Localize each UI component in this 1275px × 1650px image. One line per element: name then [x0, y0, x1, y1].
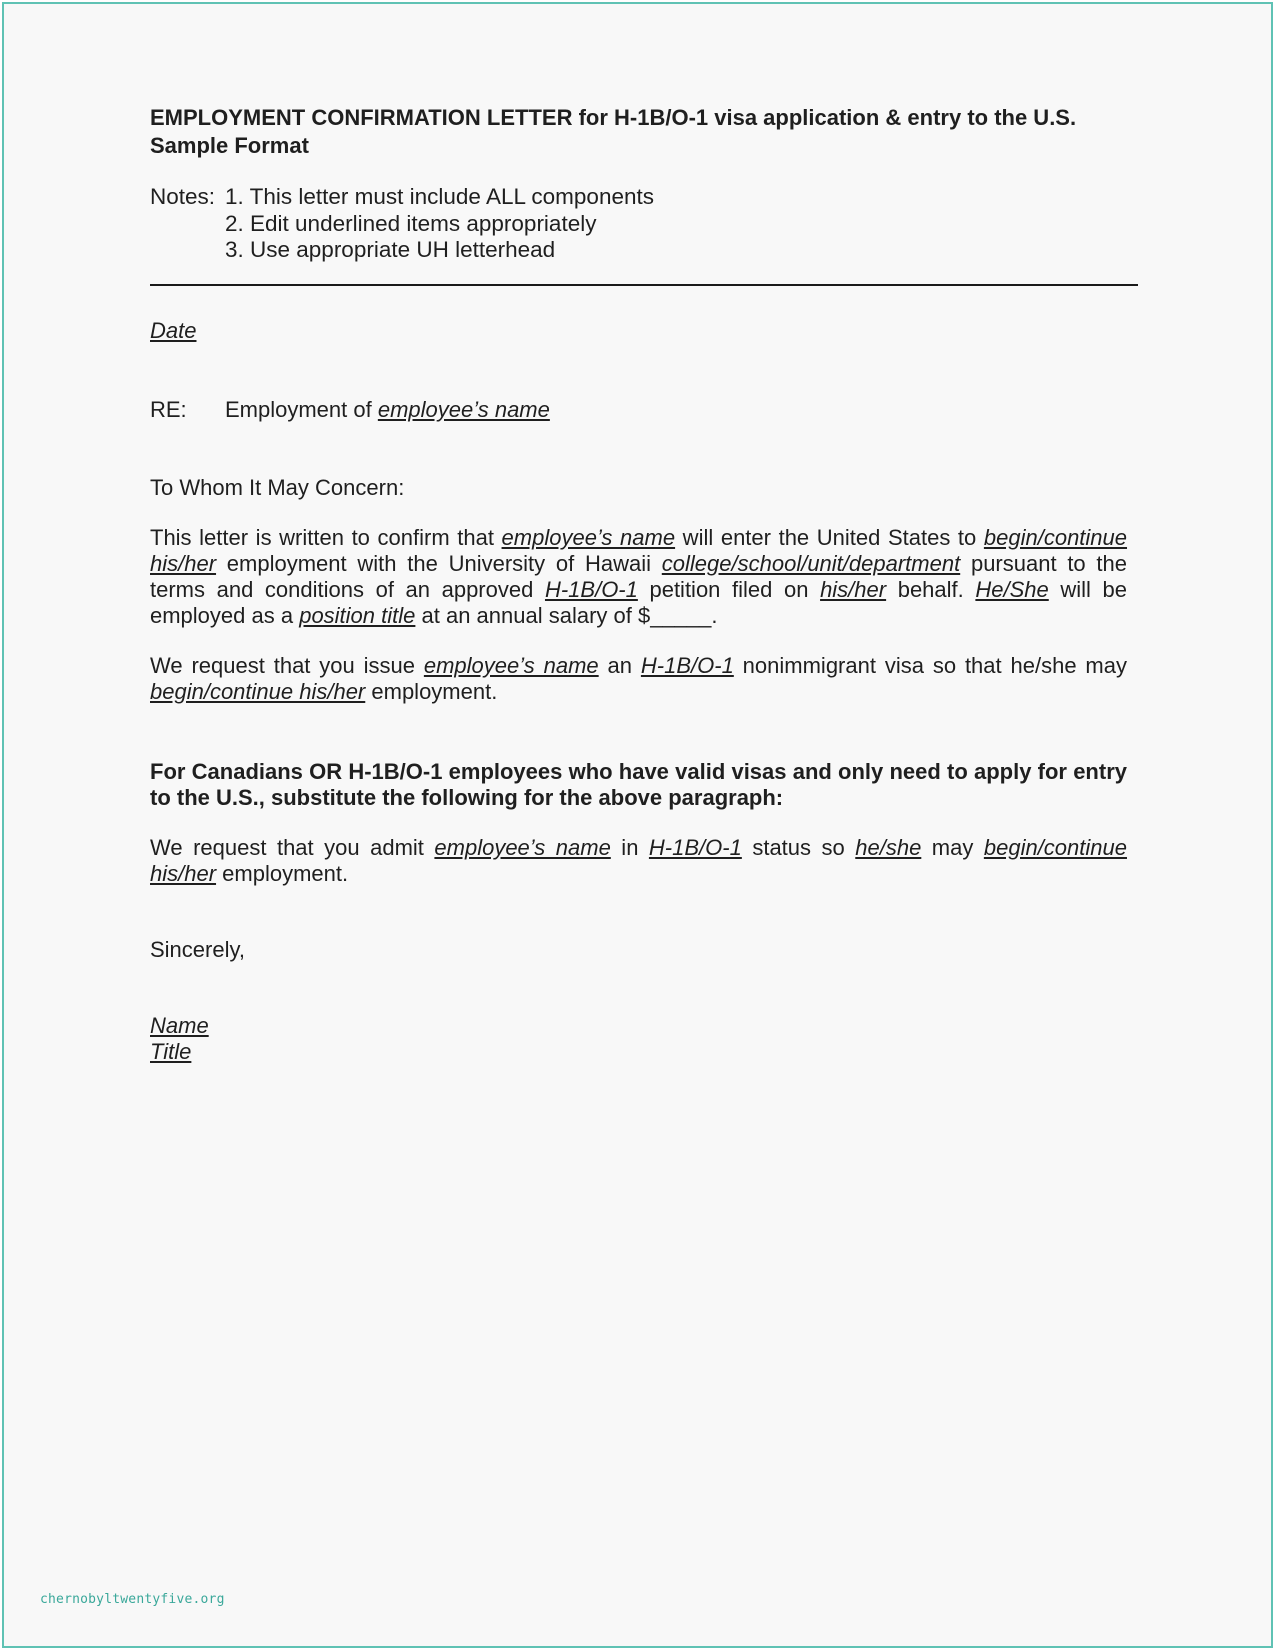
text-run: nonimmigrant visa so that he/she may — [733, 652, 1127, 678]
closing: Sincerely, — [150, 936, 245, 962]
pronoun-placeholder: He/She — [975, 576, 1049, 602]
text-run: behalf. — [886, 576, 976, 602]
visa-request-paragraph — [150, 653, 1127, 705]
letter-document — [150, 104, 1138, 1065]
begin-continue-placeholder: begin/continue his/her — [150, 678, 366, 704]
visa-type-placeholder: H-1B/O-1 — [648, 834, 742, 860]
text-run: employment. — [216, 860, 349, 886]
watermark-text: chernobyltwentyfive.org — [40, 1592, 225, 1607]
text-run: petition filed on — [637, 576, 821, 602]
notes-block — [150, 184, 1138, 264]
text-run: will enter the United States to — [675, 524, 984, 550]
canadians-note: For Canadians OR H-1B/O-1 employees who have valid visas and only need to apply for entry to the U.S., substitute the following for the above paragraph: — [150, 758, 1127, 810]
signature-block — [150, 1013, 1138, 1065]
confirmation-paragraph — [150, 525, 1127, 629]
date-placeholder: Date — [150, 317, 197, 343]
text-run: This letter is written to confirm that — [150, 524, 502, 550]
text-run: at an annual salary of $_____. — [415, 602, 718, 628]
employee-name-placeholder: employee’s name — [423, 652, 599, 678]
title-line-1: EMPLOYMENT CONFIRMATION LETTER for H-1B/O-1 visa application & entry to the U.S. — [150, 105, 1077, 130]
date-line — [150, 318, 1138, 344]
pronoun-placeholder: he/she — [855, 834, 922, 860]
note-item: 2. Edit underlined items appropriately — [225, 210, 597, 236]
horizontal-rule — [150, 284, 1138, 286]
employee-name-placeholder: employee’s name — [501, 524, 676, 550]
text-run: employment. — [365, 678, 498, 704]
department-placeholder: college/school/unit/department — [661, 550, 961, 576]
re-line — [150, 397, 1138, 423]
begin-continue-placeholder: begin/continue his/her — [150, 834, 1127, 886]
title-line-2: Sample Format — [150, 133, 309, 158]
position-title-placeholder: position title — [299, 602, 416, 628]
admit-request-paragraph — [150, 835, 1127, 887]
employee-name-placeholder: employee’s name — [377, 396, 550, 422]
re-text: Employment of — [225, 396, 378, 422]
text-run: status so — [741, 834, 856, 860]
text-run: pursuant to the terms and conditions of an approved — [150, 550, 1127, 602]
visa-type-placeholder: H-1B/O-1 — [640, 652, 734, 678]
visa-type-placeholder: H-1B/O-1 — [544, 576, 638, 602]
text-run: We request that you admit — [150, 834, 435, 860]
re-content — [225, 397, 550, 423]
re-label: RE: — [150, 396, 187, 422]
text-run: will be employed as a — [150, 576, 1127, 628]
text-run: in — [610, 834, 649, 860]
signature-name-placeholder: Name — [150, 1012, 209, 1038]
notes-list — [225, 184, 654, 264]
notes-label: Notes: — [150, 184, 216, 209]
document-title — [150, 104, 1138, 160]
text-run: We request that you issue — [150, 652, 424, 678]
salutation: To Whom It May Concern: — [150, 474, 405, 500]
pronoun-placeholder: his/her — [820, 576, 887, 602]
employee-name-placeholder: employee’s name — [434, 834, 611, 860]
text-run: may — [921, 834, 984, 860]
note-item: 1. This letter must include ALL components — [225, 184, 654, 209]
text-run: employment with the University of Hawaii — [216, 550, 662, 576]
begin-continue-placeholder: begin/continue his/her — [150, 524, 1128, 576]
note-item: 3. Use appropriate UH letterhead — [225, 237, 556, 262]
signature-title-placeholder: Title — [150, 1038, 192, 1064]
text-run: an — [598, 652, 641, 678]
